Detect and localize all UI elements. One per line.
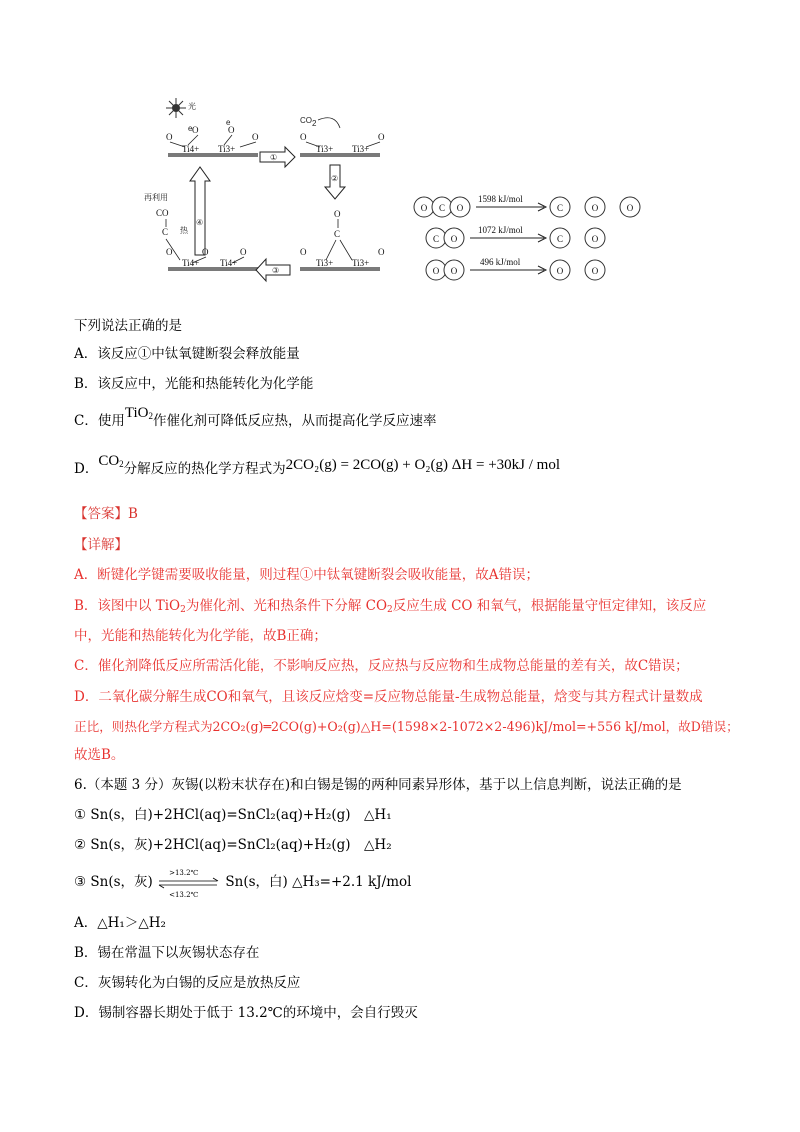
svg-text:Ti3+: Ti3+ [316, 144, 334, 154]
svg-text:O: O [591, 234, 599, 244]
svg-text:C: C [556, 203, 564, 213]
d-equation: 2CO₂(g) = 2CO(g) + O₂(g) ΔH = +30kJ / mol [285, 457, 561, 473]
svg-text:④: ④ [196, 218, 204, 227]
svg-text:O: O [378, 247, 385, 257]
svg-text:Ti3+: Ti3+ [352, 144, 370, 154]
svg-text:Ti3+: Ti3+ [316, 258, 334, 268]
svg-text:O: O [300, 132, 307, 142]
answer-label: 【答案】B [74, 506, 138, 522]
q6-stem: 6.（本题 3 分）灰锡(以粉末状存在)和白锡是锡的两种同素异形体，基于以上信息判断，说法正确的是 [74, 777, 682, 793]
explanation-d1: D．二氧化碳分解生成CO和氧气，且该反应焓变=反应物总能量-生成物总能量，焓变与其方程式计量数成 [74, 689, 703, 705]
svg-text:Ti3+: Ti3+ [352, 258, 370, 268]
explanation-b2: 中，光能和热能转化为化学能，故B正确； [74, 628, 327, 644]
svg-text:C: C [556, 234, 564, 244]
svg-text:③: ③ [272, 266, 280, 275]
svg-text:O: O [166, 247, 173, 257]
q6-eq1: ① Sn(s，白)+2HCl(aq)=SnCl₂(aq)+H₂(g) △H₁ [74, 807, 392, 823]
explanation-b1: B．该图中以 TiO$_2$为催化剂、光和热条件下分解 $CO_2$反应生成 CO 和氧气，根据能量守恒定律知，该反应 [74, 598, 707, 615]
svg-text:O: O [300, 247, 307, 257]
svg-text:2: 2 [312, 119, 317, 128]
q6-eq3: ③ Sn(s，灰) >13.2℃ <13.2℃ Sn(s，白) △H₃=+2.1 kJ/mol [74, 868, 412, 899]
svg-text:e: e [226, 118, 231, 127]
step2-arrow [325, 165, 345, 199]
explanation-d2: 正比，则热化学方程式为2CO₂(g)═2CO(g)+O₂(g)△H=(1598×2-1072×2-496)kJ/mol=+556 kJ/mol，故D错误； [74, 719, 739, 734]
detail-heading: 【详解】 [74, 537, 128, 553]
svg-text:CO: CO [156, 208, 169, 218]
svg-text:C: C [334, 229, 341, 239]
step3-arrow [256, 259, 290, 281]
svg-text:热: 热 [180, 226, 188, 235]
option-c: C．使用TiO$_2$作催化剂可降低反应热，从而提高化学反应速率 [74, 405, 437, 429]
svg-text:O: O [456, 203, 464, 213]
svg-text:O: O [252, 132, 259, 142]
bond-energy-figure [410, 190, 660, 285]
explanation-c: C．催化剂降低反应所需活化能，不影响反应热，反应热与反应物和生成物总能量的差有关，故C错误； [74, 658, 689, 674]
catalytic-cycle-figure [140, 95, 400, 290]
svg-text:O: O [228, 125, 235, 135]
svg-text:C: C [162, 227, 169, 237]
bond-energy-o2: 496 kJ/mol [480, 257, 521, 267]
explanation-a: A．断键化学键需要吸收能量，则过程①中钛氧键断裂会吸收能量，故A错误； [74, 567, 539, 583]
svg-text:O: O [556, 266, 564, 276]
q6-option-c: C．灰锡转化为白锡的反应是放热反应 [74, 975, 301, 991]
ti3-label: Ti3+ [218, 144, 236, 154]
svg-text:e: e [188, 124, 193, 133]
svg-text:O: O [432, 266, 440, 276]
option-b: B．该反应中，光能和热能转化为化学能 [74, 376, 314, 392]
light-label: 光 [188, 102, 196, 111]
equilibrium-arrow: >13.2℃ <13.2℃ [157, 874, 221, 892]
svg-text:O: O [420, 203, 428, 213]
bond-energy-co2: 1598 kJ/mol [478, 194, 523, 204]
bond-energy-co: 1072 kJ/mol [478, 225, 523, 235]
svg-text:Ti4+: Ti4+ [220, 258, 238, 268]
question-stem: 下列说法正确的是 [74, 318, 182, 334]
svg-text:Ti4+: Ti4+ [182, 258, 200, 268]
q6-option-b: B．锡在常温下以灰锡状态存在 [74, 945, 260, 961]
q6-option-a: A．△H₁＞△H₂ [74, 915, 166, 931]
step1-arrow [260, 147, 295, 167]
light-icon [166, 98, 186, 118]
svg-text:O: O [240, 247, 247, 257]
explanation-conclusion: 故选B。 [74, 747, 125, 763]
svg-text:O: O [591, 266, 599, 276]
svg-text:C: C [438, 203, 446, 213]
svg-text:O: O [192, 125, 199, 135]
option-a: A．该反应①中钛氧键断裂会释放能量 [74, 346, 300, 362]
svg-text:O: O [450, 266, 458, 276]
q6-eq2: ② Sn(s，灰)+2HCl(aq)=SnCl₂(aq)+H₂(g) △H₂ [74, 837, 392, 853]
svg-text:①: ① [270, 153, 278, 162]
svg-text:CO: CO [300, 116, 312, 125]
svg-text:再利用: 再利用 [144, 193, 168, 202]
svg-text:O: O [626, 203, 634, 213]
svg-text:O: O [378, 132, 385, 142]
step4-arrow [190, 167, 210, 255]
svg-text:O: O [202, 247, 209, 257]
svg-text:O: O [591, 203, 599, 213]
svg-text:O: O [334, 209, 341, 219]
q6-option-d: D．锡制容器长期处于低于 13.2℃的环境中，会自行毁灭 [74, 1005, 418, 1021]
svg-text:C: C [432, 234, 440, 244]
option-d: D．$CO_2$分解反应的热化学方程式为2CO₂(g) = 2CO(g) + O₂(g) ΔH = +30kJ / mol [74, 453, 561, 477]
ti4-label: Ti4+ [182, 144, 200, 154]
svg-text:②: ② [331, 174, 339, 183]
svg-text:O: O [450, 234, 458, 244]
svg-text:O: O [166, 132, 173, 142]
